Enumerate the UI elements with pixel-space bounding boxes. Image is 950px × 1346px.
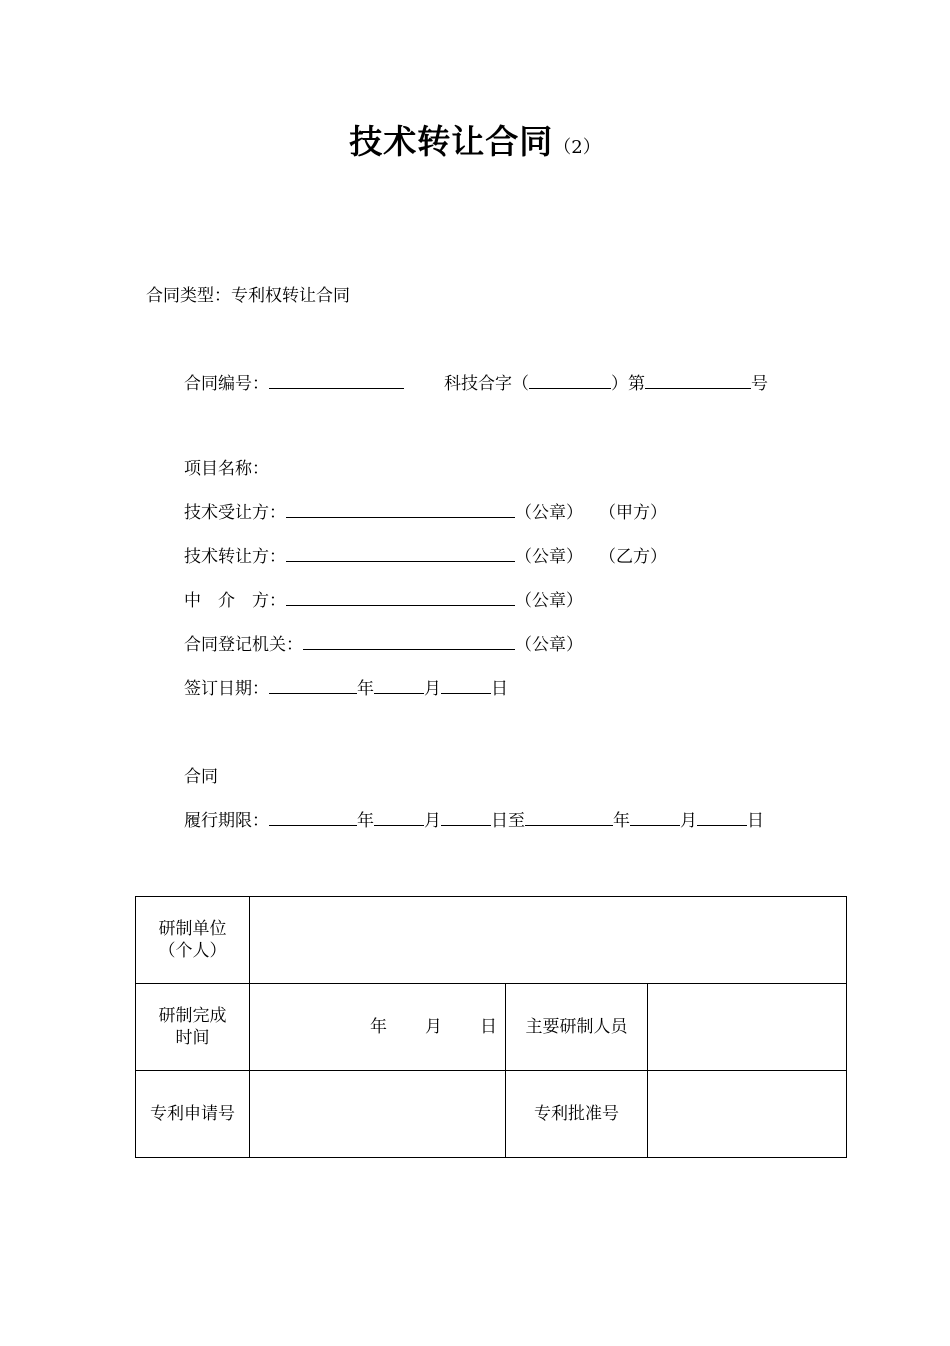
contract-number-label: 合同编号： — [184, 374, 269, 394]
term-day2-label: 日 — [747, 811, 764, 831]
sign-date-line — [184, 677, 508, 701]
patent-approval-no-value[interactable] — [648, 1071, 847, 1158]
patent-approval-no-label: 专利批准号 — [506, 1071, 648, 1158]
transferor-label: 技术转让方： — [184, 547, 286, 567]
patent-app-no-value[interactable] — [250, 1071, 506, 1158]
intermediary-blank[interactable] — [286, 589, 515, 606]
dev-time-label: 研制完成 时间 — [136, 984, 250, 1071]
contract-type-value: 专利权转让合同 — [231, 286, 350, 306]
term-start-year-blank[interactable] — [269, 809, 357, 826]
intermediary-line — [184, 589, 583, 613]
dev-time-day: 日 — [480, 1017, 497, 1037]
registrar-seal: （公章） — [515, 635, 583, 655]
transferor-blank[interactable] — [286, 545, 515, 562]
term-day-to-label: 日至 — [491, 811, 525, 831]
contract-number-blank[interactable] — [269, 372, 404, 389]
term-year2-label: 年 — [613, 811, 630, 831]
dev-time-year: 年 — [370, 1017, 387, 1037]
contract-type-line — [146, 284, 350, 308]
dev-unit-label: 研制单位 （个人） — [136, 897, 250, 984]
info-table — [135, 896, 847, 1158]
main-dev-label: 主要研制人员 — [506, 984, 648, 1071]
registrar-line — [184, 633, 583, 657]
kj-number-blank[interactable] — [645, 372, 751, 389]
term-end-day-blank[interactable] — [697, 809, 747, 826]
kj-prefix: 科技合字（ — [444, 374, 529, 394]
project-name-line — [184, 457, 269, 481]
sign-month-label: 月 — [424, 679, 441, 699]
sign-month-blank[interactable] — [374, 677, 424, 694]
contract-type-label: 合同类型： — [146, 286, 231, 306]
sign-day-blank[interactable] — [441, 677, 491, 694]
registrar-blank[interactable] — [303, 633, 515, 650]
transferee-blank[interactable] — [286, 501, 515, 518]
term-label: 履行期限： — [184, 811, 269, 831]
term-year-label: 年 — [357, 811, 374, 831]
transferee-party: （甲方） — [599, 503, 667, 523]
patent-app-no-label: 专利申请号 — [136, 1071, 250, 1158]
dev-unit-value[interactable] — [250, 897, 847, 984]
kj-suffix: 号 — [751, 374, 768, 394]
transferor-line — [184, 545, 667, 569]
intermediary-seal: （公章） — [515, 591, 583, 611]
transferee-seal: （公章） — [515, 503, 583, 523]
dev-time-month: 月 — [425, 1017, 442, 1037]
contract-number-line — [184, 372, 768, 396]
dev-time-value[interactable] — [250, 984, 506, 1071]
title-main: 技术转让合同 — [349, 122, 554, 161]
sign-year-blank[interactable] — [269, 677, 357, 694]
table-row — [136, 1071, 847, 1158]
term-end-year-blank[interactable] — [525, 809, 613, 826]
transferee-label: 技术受让方： — [184, 503, 286, 523]
table-row — [136, 897, 847, 984]
project-name-label: 项目名称： — [184, 459, 269, 479]
term-month-label: 月 — [424, 811, 441, 831]
kj-code-blank[interactable] — [529, 372, 611, 389]
transferee-line — [184, 501, 667, 525]
transferor-party: （乙方） — [599, 547, 667, 567]
kj-mid: ）第 — [611, 374, 645, 394]
term-start-day-blank[interactable] — [441, 809, 491, 826]
term-heading-text: 合同 — [184, 767, 218, 787]
sign-year-label: 年 — [357, 679, 374, 699]
transferor-seal: （公章） — [515, 547, 583, 567]
intermediary-label: 中 介 方： — [184, 591, 286, 611]
table-row — [136, 984, 847, 1071]
sign-date-label: 签订日期： — [184, 679, 269, 699]
term-end-month-blank[interactable] — [630, 809, 680, 826]
term-start-month-blank[interactable] — [374, 809, 424, 826]
registrar-label: 合同登记机关： — [184, 635, 303, 655]
term-month2-label: 月 — [680, 811, 697, 831]
main-dev-value[interactable] — [648, 984, 847, 1071]
title-sub: （2） — [553, 137, 601, 158]
term-heading — [184, 765, 218, 789]
document-title — [0, 116, 950, 163]
sign-day-label: 日 — [491, 679, 508, 699]
term-line — [184, 809, 764, 833]
